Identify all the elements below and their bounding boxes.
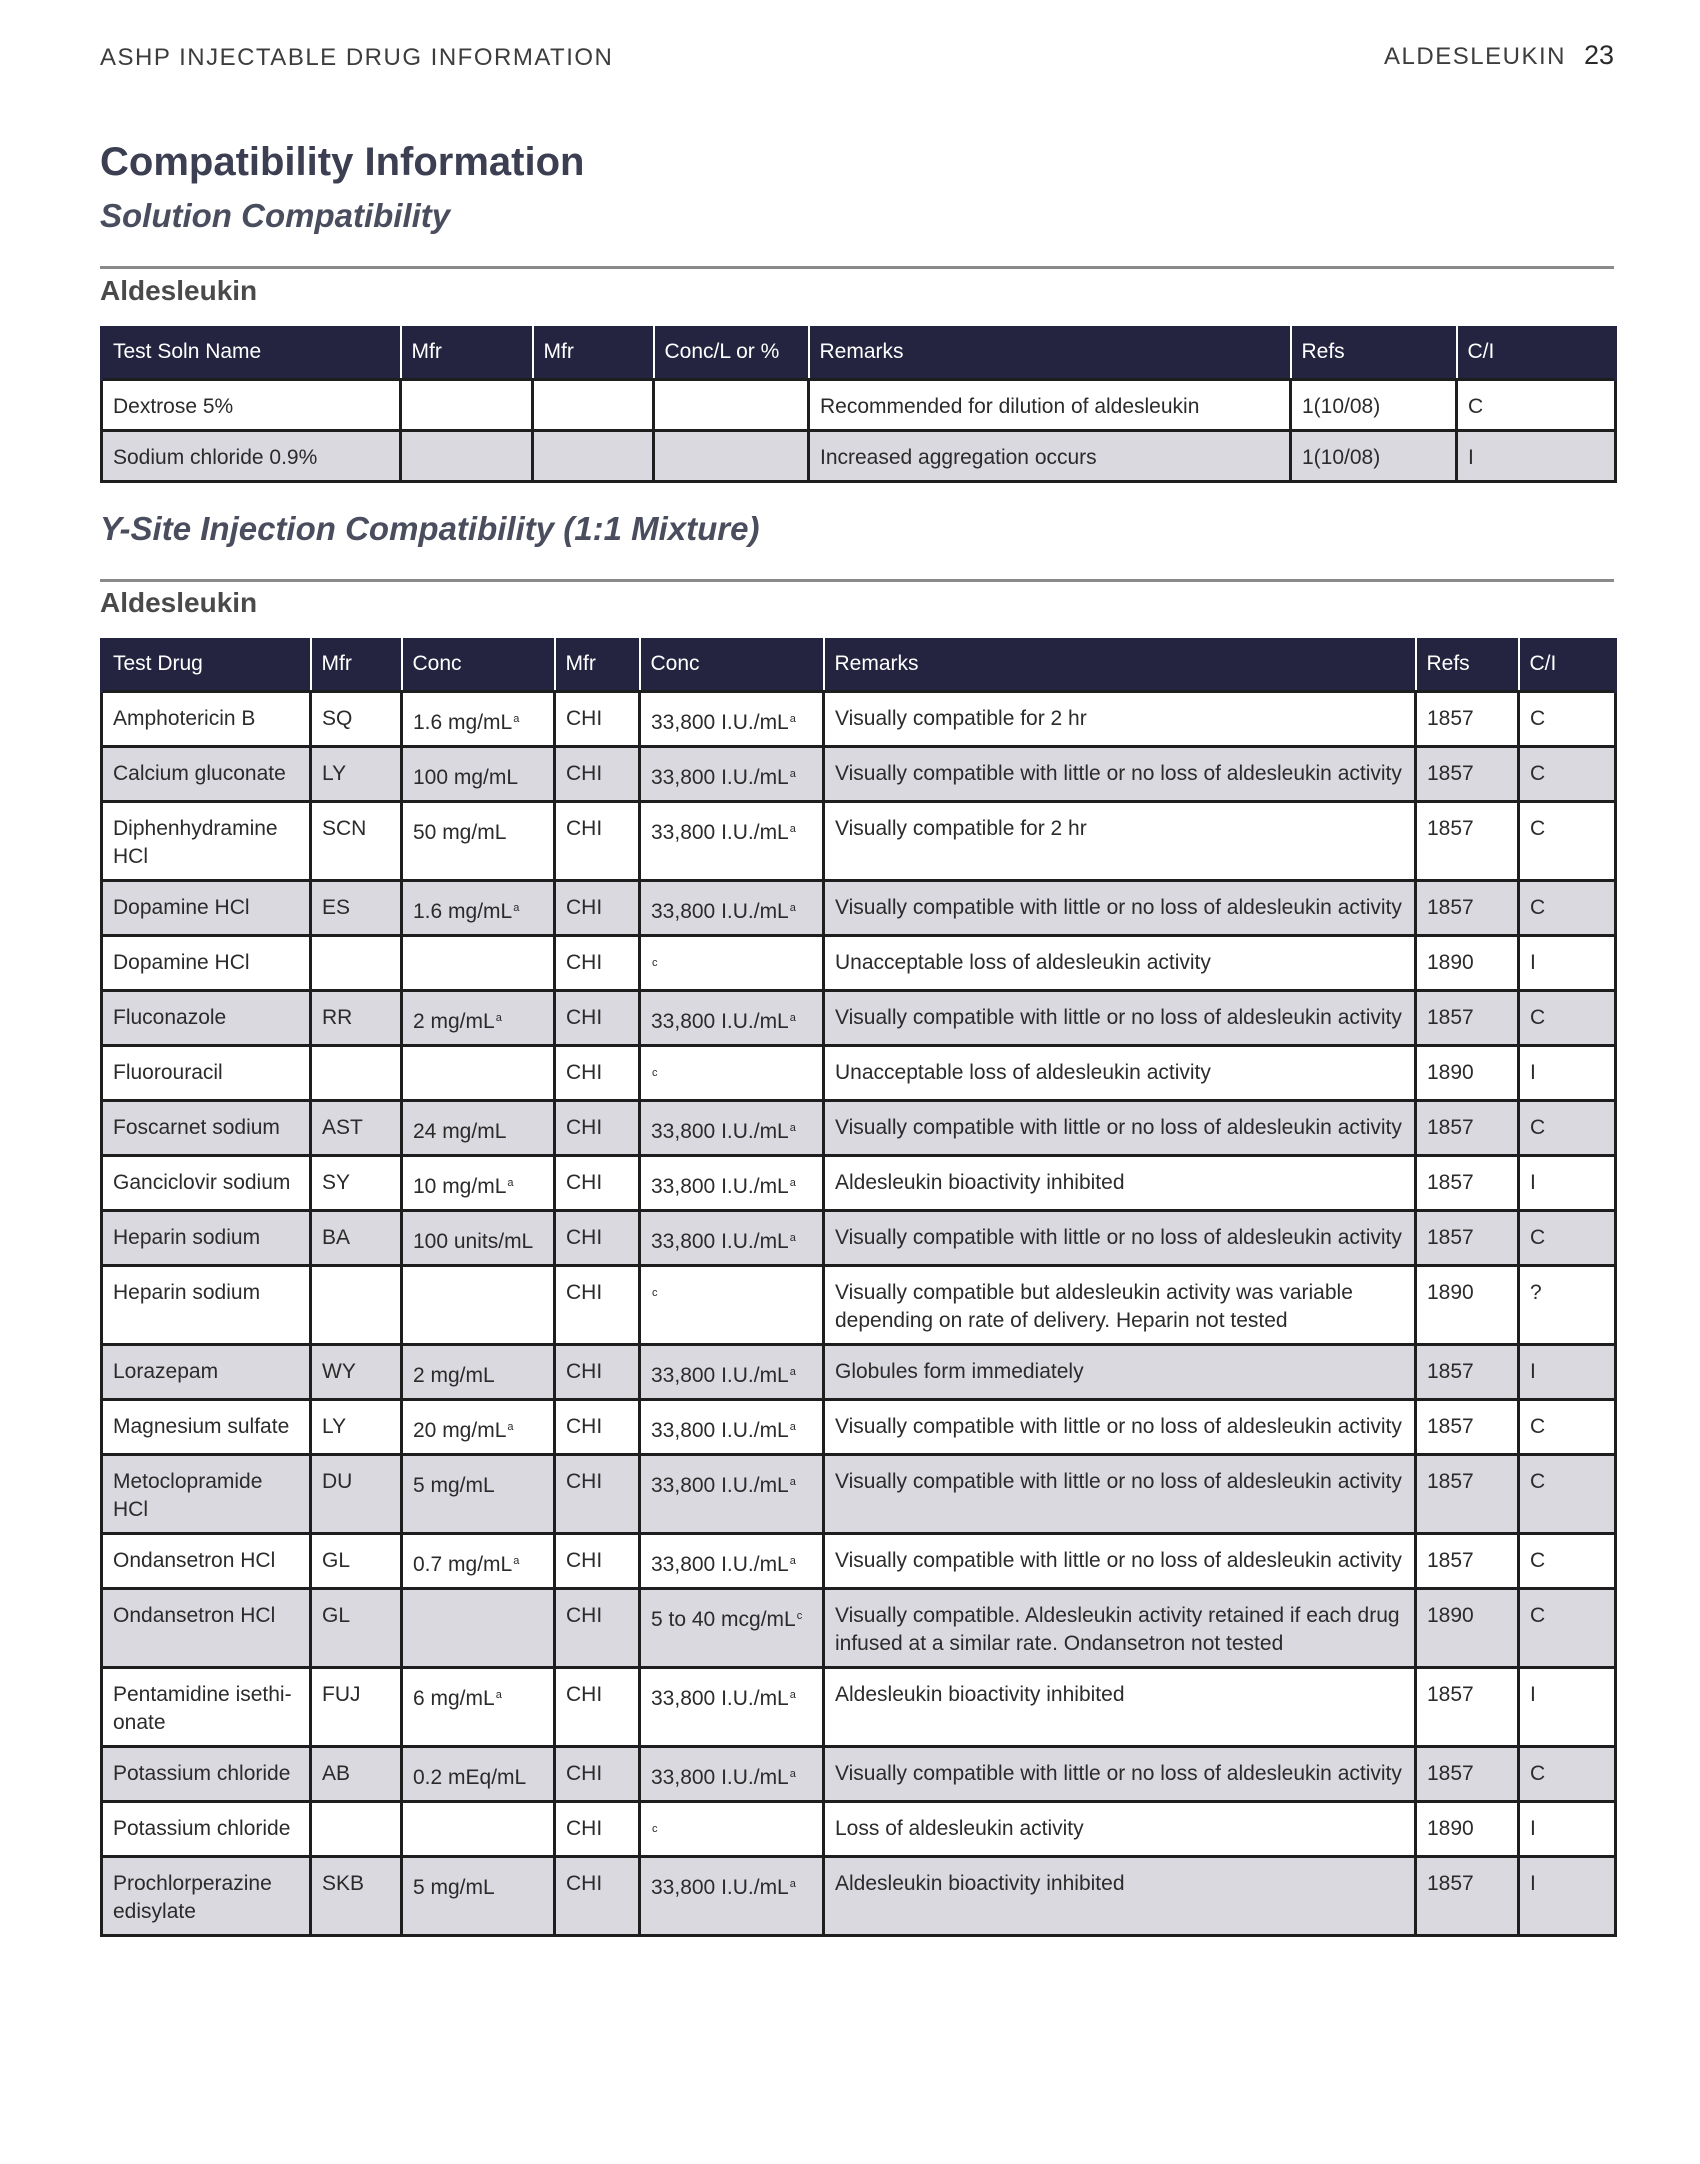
footnote-marker: a — [495, 1012, 502, 1024]
cell-refs: 1890 — [1416, 936, 1519, 991]
table-row — [102, 1266, 1616, 1345]
cell-mfr: GL — [311, 1589, 402, 1668]
cell-ci: I — [1519, 1802, 1616, 1857]
cell-conc — [402, 991, 555, 1046]
cell-conc — [402, 1857, 555, 1936]
cell-remarks: Recommended for dilution of aldesleukin — [809, 380, 1291, 431]
table-row — [102, 1211, 1616, 1266]
cell-refs: 1857 — [1416, 1211, 1519, 1266]
cell-refs: 1857 — [1416, 1668, 1519, 1747]
cell-remarks: Visually compatible with little or no loss of aldesleukin activity — [824, 881, 1416, 936]
cell-refs: 1857 — [1416, 991, 1519, 1046]
cell-value: 5 mg/mL — [413, 1474, 495, 1497]
cell-mfr — [401, 431, 533, 482]
cell-mfr-2: CHI — [555, 1589, 640, 1668]
cell-conc — [654, 380, 809, 431]
cell-mfr — [311, 936, 402, 991]
cell-value: 20 mg/mL — [413, 1419, 507, 1442]
cell-mfr: SKB — [311, 1857, 402, 1936]
cell-conc-2 — [640, 1046, 824, 1101]
table-row — [102, 1589, 1616, 1668]
cell-remarks: Visually compatible for 2 hr — [824, 692, 1416, 747]
cell-value: 33,800 I.U./mL — [651, 1010, 789, 1033]
cell-value: 100 mg/mL — [413, 766, 519, 789]
table-row — [102, 1802, 1616, 1857]
cell-ci: C — [1457, 380, 1616, 431]
section-rule — [100, 266, 1614, 269]
cell-remarks: Unacceptable loss of aldesleukin activity — [824, 1046, 1416, 1101]
column-header-ci: C/I — [1457, 326, 1616, 380]
table-header-row — [102, 326, 1616, 380]
cell-conc — [402, 1802, 555, 1857]
table-row — [102, 1534, 1616, 1589]
cell-value: 2 mg/mL — [413, 1364, 495, 1387]
column-header-conc-2: Conc — [640, 638, 824, 692]
cell-conc-2 — [640, 1345, 824, 1400]
cell-ci: C — [1519, 1534, 1616, 1589]
cell-remarks: Visually compatible with little or no loss of aldesleukin activity — [824, 1101, 1416, 1156]
cell-mfr-2: CHI — [555, 1857, 640, 1936]
cell-test-drug: Dopamine HCl — [102, 881, 311, 936]
cell-refs: 1857 — [1416, 1400, 1519, 1455]
cell-value: 33,800 I.U./mL — [651, 1230, 789, 1253]
table-row — [102, 1345, 1616, 1400]
cell-mfr-2: CHI — [555, 1266, 640, 1345]
footnote-marker: a — [789, 1122, 796, 1134]
cell-conc-2 — [640, 1455, 824, 1534]
cell-test-soln-name: Sodium chloride 0.9% — [102, 431, 401, 482]
cell-test-drug: Potassium chloride — [102, 1747, 311, 1802]
cell-test-drug: Fluorouracil — [102, 1046, 311, 1101]
cell-refs: 1857 — [1416, 747, 1519, 802]
cell-conc — [402, 1211, 555, 1266]
cell-conc-2 — [640, 1400, 824, 1455]
cell-mfr-2: CHI — [555, 936, 640, 991]
footnote-marker: a — [789, 1476, 796, 1488]
footnote-marker: c — [796, 1610, 803, 1622]
cell-conc — [402, 1345, 555, 1400]
cell-conc-2 — [640, 747, 824, 802]
footnote-marker: c — [652, 1287, 658, 1299]
cell-ci: C — [1519, 1747, 1616, 1802]
cell-conc-2 — [640, 1101, 824, 1156]
cell-mfr: WY — [311, 1345, 402, 1400]
cell-value: 33,800 I.U./mL — [651, 1876, 789, 1899]
cell-conc — [402, 1156, 555, 1211]
cell-remarks: Visually compatible with little or no loss of aldesleukin activity — [824, 1534, 1416, 1589]
section-rule — [100, 579, 1614, 582]
cell-mfr: SCN — [311, 802, 402, 881]
cell-conc — [402, 1668, 555, 1747]
footnote-marker: a — [789, 1177, 796, 1189]
cell-mfr-2: CHI — [555, 802, 640, 881]
page-title: Compatibility Information — [100, 140, 585, 184]
cell-value: 1.6 mg/mL — [413, 900, 513, 923]
cell-ci: C — [1519, 1455, 1616, 1534]
cell-value: 50 mg/mL — [413, 821, 507, 844]
cell-conc — [654, 431, 809, 482]
footnote-marker: a — [789, 1555, 796, 1567]
cell-remarks: Visually compatible with little or no loss of aldesleukin activity — [824, 1747, 1416, 1802]
cell-mfr-2: CHI — [555, 747, 640, 802]
footnote-marker: a — [495, 1689, 502, 1701]
cell-conc — [402, 1046, 555, 1101]
ysite-compatibility-table — [100, 638, 1617, 1937]
column-header-ci: C/I — [1519, 638, 1616, 692]
cell-mfr-2: CHI — [555, 1156, 640, 1211]
cell-mfr: FUJ — [311, 1668, 402, 1747]
cell-ci: C — [1519, 747, 1616, 802]
cell-test-drug: Ganciclovir sodium — [102, 1156, 311, 1211]
cell-ci: I — [1519, 1345, 1616, 1400]
cell-test-drug: Calcium gluconate — [102, 747, 311, 802]
cell-mfr-2 — [533, 431, 654, 482]
cell-value: 33,800 I.U./mL — [651, 1175, 789, 1198]
cell-value: 33,800 I.U./mL — [651, 766, 789, 789]
cell-refs: 1890 — [1416, 1266, 1519, 1345]
running-header — [100, 40, 1614, 80]
cell-mfr-2: CHI — [555, 1345, 640, 1400]
cell-conc-2 — [640, 1857, 824, 1936]
table-row — [102, 936, 1616, 991]
cell-value: 33,800 I.U./mL — [651, 1364, 789, 1387]
solution-compatibility-table — [100, 326, 1617, 483]
cell-refs: 1857 — [1416, 1156, 1519, 1211]
cell-conc — [402, 1589, 555, 1668]
cell-remarks: Loss of aldesleukin activity — [824, 1802, 1416, 1857]
book-title: ASHP INJECTABLE DRUG INFORMATION — [100, 44, 614, 71]
cell-ci: ? — [1519, 1266, 1616, 1345]
cell-value: 33,800 I.U./mL — [651, 1766, 789, 1789]
table-row — [102, 692, 1616, 747]
cell-test-drug: Prochlorperazine edisylate — [102, 1857, 311, 1936]
cell-value: 2 mg/mL — [413, 1010, 495, 1033]
cell-ci: C — [1519, 1101, 1616, 1156]
cell-remarks: Aldesleukin bioactivity inhibited — [824, 1156, 1416, 1211]
column-header-mfr: Mfr — [311, 638, 402, 692]
cell-mfr-2: CHI — [555, 1400, 640, 1455]
cell-refs: 1890 — [1416, 1046, 1519, 1101]
cell-remarks: Aldesleukin bioactivity inhibited — [824, 1857, 1416, 1936]
table-row — [102, 1668, 1616, 1747]
cell-value: 33,800 I.U./mL — [651, 1553, 789, 1576]
table-header-row — [102, 638, 1616, 692]
table-row — [102, 431, 1616, 482]
cell-conc-2 — [640, 1802, 824, 1857]
cell-conc-2 — [640, 936, 824, 991]
cell-refs: 1857 — [1416, 1534, 1519, 1589]
footnote-marker: a — [789, 1768, 796, 1780]
cell-test-drug: Ondansetron HCl — [102, 1534, 311, 1589]
cell-conc-2 — [640, 692, 824, 747]
cell-value: 33,800 I.U./mL — [651, 711, 789, 734]
cell-mfr: AB — [311, 1747, 402, 1802]
cell-ci: I — [1519, 936, 1616, 991]
cell-conc — [402, 881, 555, 936]
column-header-test-drug: Test Drug — [102, 638, 311, 692]
monograph-header — [1384, 40, 1614, 71]
table-row — [102, 1156, 1616, 1211]
cell-conc — [402, 1266, 555, 1345]
cell-value: 33,800 I.U./mL — [651, 1419, 789, 1442]
cell-conc-2 — [640, 881, 824, 936]
cell-test-drug: Foscarnet sodium — [102, 1101, 311, 1156]
cell-mfr-2: CHI — [555, 1534, 640, 1589]
footnote-marker: c — [652, 1823, 658, 1835]
cell-test-soln-name: Dextrose 5% — [102, 380, 401, 431]
cell-ci: C — [1519, 802, 1616, 881]
cell-mfr-2: CHI — [555, 1802, 640, 1857]
column-header-refs: Refs — [1291, 326, 1457, 380]
cell-value: 33,800 I.U./mL — [651, 1474, 789, 1497]
footnote-marker: a — [789, 768, 796, 780]
cell-refs: 1(10/08) — [1291, 431, 1457, 482]
cell-ci: C — [1519, 1400, 1616, 1455]
cell-refs: 1(10/08) — [1291, 380, 1457, 431]
cell-remarks: Visually compatible with little or no loss of aldesleukin activity — [824, 1455, 1416, 1534]
column-header-remarks: Remarks — [824, 638, 1416, 692]
cell-value: 0.7 mg/mL — [413, 1553, 513, 1576]
footnote-marker: a — [789, 1689, 796, 1701]
cell-conc — [402, 936, 555, 991]
footnote-marker: a — [789, 902, 796, 914]
column-header-mfr: Mfr — [401, 326, 533, 380]
cell-remarks: Unacceptable loss of aldesleukin activity — [824, 936, 1416, 991]
cell-conc-2 — [640, 991, 824, 1046]
cell-mfr: AST — [311, 1101, 402, 1156]
cell-mfr-2: CHI — [555, 1046, 640, 1101]
cell-ci: I — [1519, 1046, 1616, 1101]
footnote-marker: a — [789, 1012, 796, 1024]
cell-mfr-2: CHI — [555, 1668, 640, 1747]
cell-mfr — [311, 1266, 402, 1345]
footnote-marker: c — [652, 957, 658, 969]
cell-test-drug: Heparin sodium — [102, 1211, 311, 1266]
cell-mfr: BA — [311, 1211, 402, 1266]
cell-value: 24 mg/mL — [413, 1120, 507, 1143]
cell-conc — [402, 1400, 555, 1455]
cell-test-drug: Lorazepam — [102, 1345, 311, 1400]
cell-value: 100 units/mL — [413, 1230, 534, 1253]
cell-mfr: SQ — [311, 692, 402, 747]
cell-conc — [402, 1747, 555, 1802]
cell-test-drug: Pentamidine isethionate — [102, 1668, 311, 1747]
cell-refs: 1857 — [1416, 1747, 1519, 1802]
monograph-name: ALDESLEUKIN — [1384, 43, 1566, 70]
cell-value: 10 mg/mL — [413, 1175, 507, 1198]
cell-refs: 1857 — [1416, 802, 1519, 881]
table-row — [102, 380, 1616, 431]
cell-refs: 1890 — [1416, 1589, 1519, 1668]
cell-mfr: LY — [311, 747, 402, 802]
footnote-marker: a — [507, 1177, 514, 1189]
cell-value: 0.2 mEq/mL — [413, 1766, 527, 1789]
cell-value: 5 mg/mL — [413, 1876, 495, 1899]
footnote-marker: a — [507, 1421, 514, 1433]
cell-test-drug: Fluconazole — [102, 991, 311, 1046]
table-row — [102, 991, 1616, 1046]
cell-value: 33,800 I.U./mL — [651, 1687, 789, 1710]
page-number: 23 — [1583, 40, 1614, 70]
cell-mfr-2: CHI — [555, 1101, 640, 1156]
cell-conc — [402, 1455, 555, 1534]
table-row — [102, 1046, 1616, 1101]
cell-conc-2 — [640, 1211, 824, 1266]
cell-conc-2 — [640, 1589, 824, 1668]
footnote-marker: a — [789, 823, 796, 835]
cell-test-drug: Diphenhydramine HCl — [102, 802, 311, 881]
cell-conc-2 — [640, 1266, 824, 1345]
cell-conc-2 — [640, 1747, 824, 1802]
footnote-marker: a — [513, 902, 520, 914]
footnote-marker: c — [652, 1067, 658, 1079]
cell-mfr: DU — [311, 1455, 402, 1534]
cell-mfr-2: CHI — [555, 692, 640, 747]
cell-test-drug: Metoclopramide HCl — [102, 1455, 311, 1534]
cell-conc — [402, 692, 555, 747]
cell-test-drug: Potassium chloride — [102, 1802, 311, 1857]
cell-refs: 1857 — [1416, 1345, 1519, 1400]
cell-remarks: Visually compatible with little or no loss of aldesleukin activity — [824, 1211, 1416, 1266]
cell-value: 1.6 mg/mL — [413, 711, 513, 734]
cell-mfr-2 — [533, 380, 654, 431]
column-header-mfr-2: Mfr — [555, 638, 640, 692]
cell-mfr-2: CHI — [555, 1211, 640, 1266]
table-row — [102, 1400, 1616, 1455]
column-header-conc: Conc/L or % — [654, 326, 809, 380]
cell-remarks: Visually compatible with little or no loss of aldesleukin activity — [824, 747, 1416, 802]
cell-value: 33,800 I.U./mL — [651, 821, 789, 844]
cell-ci: I — [1519, 1156, 1616, 1211]
cell-ci: C — [1519, 991, 1616, 1046]
footnote-marker: a — [789, 1878, 796, 1890]
cell-refs: 1857 — [1416, 1455, 1519, 1534]
table-row — [102, 1455, 1616, 1534]
cell-mfr: GL — [311, 1534, 402, 1589]
cell-test-drug: Dopamine HCl — [102, 936, 311, 991]
cell-test-drug: Heparin sodium — [102, 1266, 311, 1345]
footnote-marker: a — [789, 1366, 796, 1378]
cell-remarks: Visually compatible but aldesleukin activity was variable depending on rate of delivery. Heparin not tested — [824, 1266, 1416, 1345]
footnote-marker: a — [789, 1232, 796, 1244]
table-row — [102, 1857, 1616, 1936]
cell-mfr-2: CHI — [555, 991, 640, 1046]
cell-conc-2 — [640, 802, 824, 881]
cell-mfr — [311, 1802, 402, 1857]
cell-remarks: Globules form immediately — [824, 1345, 1416, 1400]
cell-refs: 1857 — [1416, 1101, 1519, 1156]
solution-heading: Solution Compatibility — [100, 197, 451, 234]
cell-mfr-2: CHI — [555, 1747, 640, 1802]
cell-conc — [402, 1101, 555, 1156]
cell-remarks: Visually compatible with little or no loss of aldesleukin activity — [824, 1400, 1416, 1455]
cell-test-drug: Amphotericin B — [102, 692, 311, 747]
footnote-marker: a — [789, 1421, 796, 1433]
column-header-conc: Conc — [402, 638, 555, 692]
cell-refs: 1857 — [1416, 692, 1519, 747]
solution-drug-label: Aldesleukin — [100, 275, 258, 306]
cell-remarks: Aldesleukin bioactivity inhibited — [824, 1668, 1416, 1747]
cell-mfr: ES — [311, 881, 402, 936]
cell-refs: 1890 — [1416, 1802, 1519, 1857]
cell-ci: C — [1519, 1589, 1616, 1668]
footnote-marker: a — [789, 713, 796, 725]
cell-conc — [402, 1534, 555, 1589]
cell-conc — [402, 747, 555, 802]
cell-mfr: LY — [311, 1400, 402, 1455]
table-row — [102, 1101, 1616, 1156]
table-row — [102, 1747, 1616, 1802]
cell-ci: I — [1519, 1668, 1616, 1747]
cell-remarks: Visually compatible. Aldesleukin activity retained if each drug infused at a similar rate. Ondansetron not tested — [824, 1589, 1416, 1668]
footnote-marker: a — [513, 713, 520, 725]
cell-ci: C — [1519, 1211, 1616, 1266]
cell-conc — [402, 802, 555, 881]
cell-ci: I — [1457, 431, 1616, 482]
cell-value: 5 to 40 mcg/mL — [651, 1608, 796, 1631]
table-row — [102, 881, 1616, 936]
cell-mfr: RR — [311, 991, 402, 1046]
cell-remarks: Visually compatible for 2 hr — [824, 802, 1416, 881]
cell-ci: I — [1519, 1857, 1616, 1936]
cell-mfr-2: CHI — [555, 881, 640, 936]
column-header-refs: Refs — [1416, 638, 1519, 692]
cell-value: 6 mg/mL — [413, 1687, 495, 1710]
cell-test-drug: Magnesium sulfate — [102, 1400, 311, 1455]
cell-conc-2 — [640, 1156, 824, 1211]
cell-mfr: SY — [311, 1156, 402, 1211]
ysite-heading: Y-Site Injection Compatibility (1:1 Mixture) — [100, 510, 760, 547]
footnote-marker: a — [513, 1555, 520, 1567]
table-row — [102, 802, 1616, 881]
cell-remarks: Visually compatible with little or no loss of aldesleukin activity — [824, 991, 1416, 1046]
column-header-remarks: Remarks — [809, 326, 1291, 380]
cell-ci: C — [1519, 692, 1616, 747]
cell-mfr-2: CHI — [555, 1455, 640, 1534]
cell-conc-2 — [640, 1668, 824, 1747]
cell-remarks: Increased aggregation occurs — [809, 431, 1291, 482]
column-header-test-soln-name: Test Soln Name — [102, 326, 401, 380]
cell-conc-2 — [640, 1534, 824, 1589]
cell-ci: C — [1519, 881, 1616, 936]
cell-refs: 1857 — [1416, 1857, 1519, 1936]
column-header-mfr-2: Mfr — [533, 326, 654, 380]
table-row — [102, 747, 1616, 802]
cell-value: 33,800 I.U./mL — [651, 1120, 789, 1143]
ysite-drug-label: Aldesleukin — [100, 587, 258, 618]
cell-refs: 1857 — [1416, 881, 1519, 936]
cell-mfr — [311, 1046, 402, 1101]
cell-test-drug: Ondansetron HCl — [102, 1589, 311, 1668]
cell-mfr — [401, 380, 533, 431]
cell-value: 33,800 I.U./mL — [651, 900, 789, 923]
